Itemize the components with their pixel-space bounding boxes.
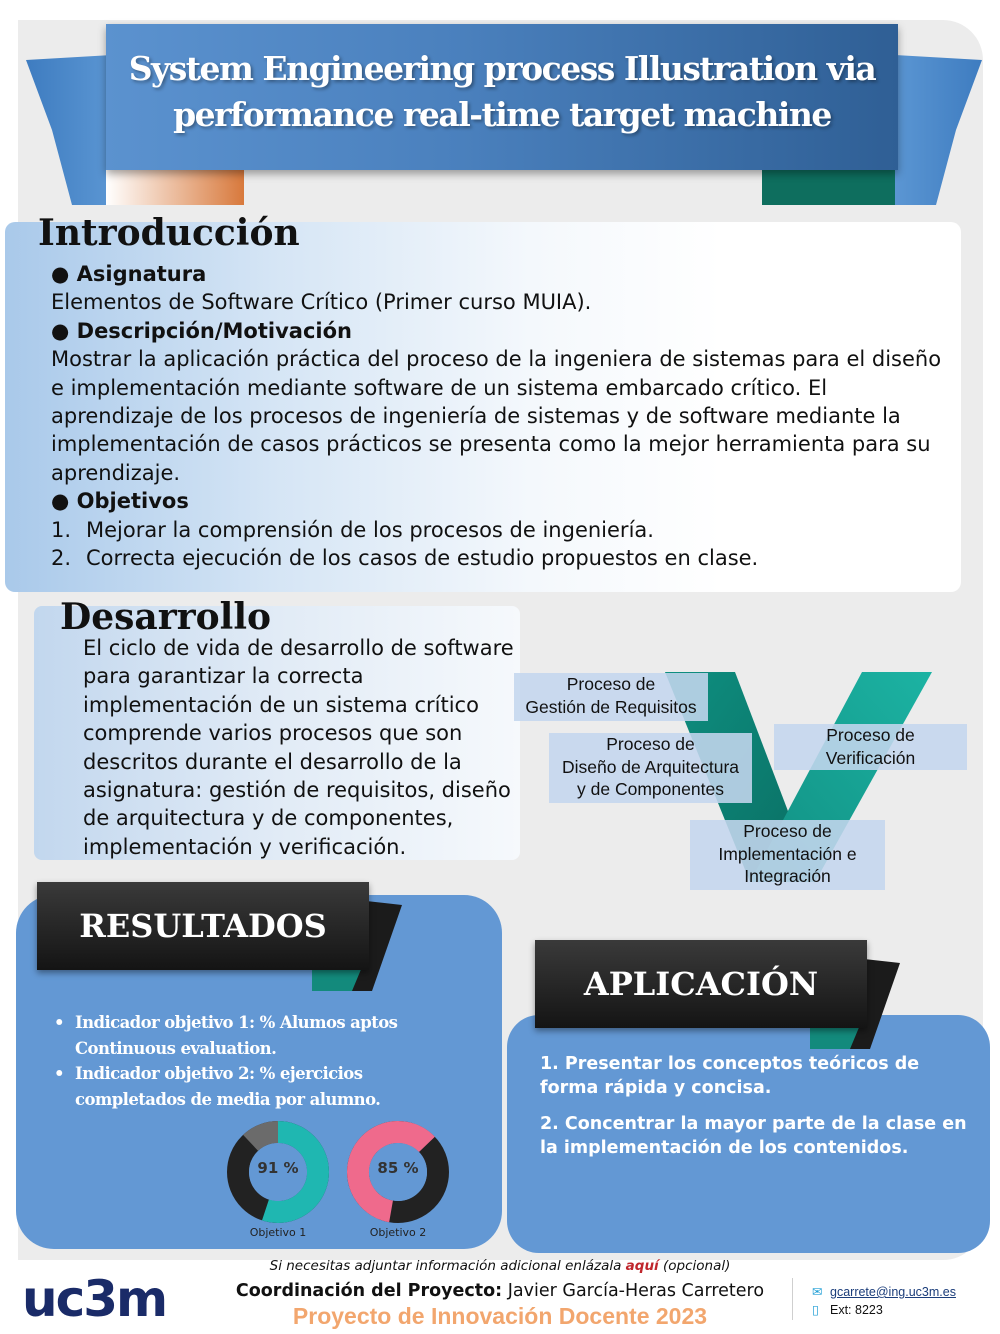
email-text[interactable]: gcarrete@ing.uc3m.es	[830, 1285, 956, 1299]
objetivo-text: Correcta ejecución de los casos de estudio propuestos en clase.	[86, 546, 759, 571]
donut-caption-1: Objetivo 1	[249, 1226, 307, 1239]
intro-body	[51, 260, 951, 572]
descripcion-label: ● Descripción/Motivación	[51, 318, 352, 343]
v-label-line: Proceso de	[566, 674, 656, 694]
title-banner	[106, 24, 898, 170]
objetivos-label: ● Objetivos	[51, 489, 189, 514]
resultados-list	[54, 1010, 474, 1112]
donut-caption-2: Objetivo 2	[369, 1226, 427, 1239]
v-label-line: Integración	[744, 866, 831, 886]
poster-title-line2: performance real-time target machine	[173, 95, 831, 134]
aplicacion-item: 2. Concentrar la mayor parte de la clase en la implementación de los contenidos.	[540, 1114, 967, 1158]
intro-heading: Introducción	[38, 212, 300, 254]
resultados-item-line: Continuous evaluation.	[75, 1038, 277, 1058]
aplicacion-heading: APLICACIÓN	[583, 965, 819, 1003]
v-label-line: Gestión de Requisitos	[525, 696, 697, 717]
v-label-verificacion	[774, 724, 967, 770]
resultados-item-line: completados de media por alumno.	[75, 1089, 381, 1109]
aplicacion-header	[535, 940, 867, 1028]
poster-title-line1: System Engineering process Illustration via	[128, 49, 876, 88]
contact-ext	[812, 1302, 883, 1317]
v-label-arquitectura	[549, 733, 752, 803]
aplicacion-item: 1. Presentar los conceptos teóricos de forma rápida y concisa.	[540, 1054, 920, 1098]
footer-divider	[792, 1278, 793, 1320]
resultados-header	[37, 882, 369, 970]
contact-email[interactable]	[812, 1284, 956, 1299]
v-label-line: Proceso de	[826, 725, 915, 745]
desarrollo-heading: Desarrollo	[60, 596, 272, 638]
footer-note-text: (opcional)	[658, 1258, 731, 1274]
asignatura-text: Elementos de Software Crítico (Primer curso MUIA).	[51, 290, 592, 315]
footer-note-link[interactable]: aquí	[625, 1258, 659, 1274]
desarrollo-text: El ciclo de vida de desarrollo de software para garantizar la correcta implementación de un sistema crítico comprende varios procesos que son descritos durante el desarrollo de la asignatura: gestión de requisitos, diseño de arquitectura y de componentes, implementación y verificación.	[83, 636, 514, 859]
ext-text: Ext: 8223	[830, 1303, 883, 1317]
v-label-line: Diseño de Arquitectura	[561, 756, 740, 777]
resultados-item-line: Indicador objetivo 1: % Alumos aptos	[75, 1013, 398, 1032]
uc3m-logo: uc3m	[22, 1270, 167, 1328]
footer-note-text: Si necesitas adjuntar información adicional enlázala	[269, 1258, 626, 1274]
coordination-label: Coordinación del Proyecto:	[235, 1281, 503, 1301]
resultados-item	[54, 1061, 474, 1112]
bullet: •	[54, 1013, 64, 1032]
objetivo-text: Mejorar la comprensión de los procesos de ingeniería.	[86, 517, 654, 542]
v-label-line: Implementación e	[718, 843, 857, 864]
aplicacion-list	[540, 1052, 970, 1172]
objetivo-number: 2.	[51, 546, 72, 571]
resultados-item-line: Indicador objetivo 2: % ejercicios	[75, 1064, 363, 1083]
poster-title	[106, 46, 898, 138]
v-label-line: Verificación	[825, 747, 916, 768]
v-label-line: y de Componentes	[577, 779, 724, 799]
resultados-item	[54, 1010, 474, 1061]
phone-icon: ▯	[812, 1303, 819, 1317]
objetivo-item	[51, 544, 951, 572]
v-label-implementacion	[690, 820, 885, 890]
v-label-line: Proceso de	[606, 734, 695, 754]
objetivo-number: 1.	[51, 517, 72, 542]
footer-note	[0, 1258, 1000, 1274]
footer-project: Proyecto de Innovación Docente 2023	[292, 1303, 708, 1329]
v-label-line: Proceso de	[743, 821, 832, 841]
bullet: •	[54, 1064, 64, 1083]
email-icon: ✉	[812, 1285, 823, 1299]
resultados-heading: RESULTADOS	[79, 907, 327, 945]
asignatura-label: ● Asignatura	[51, 262, 207, 286]
coordination-name: Javier García-Heras Carretero	[502, 1281, 765, 1301]
donut-value-2: 85 %	[377, 1159, 419, 1177]
donut-value-1: 91 %	[257, 1159, 299, 1177]
descripcion-text: Mostrar la aplicación práctica del proceso de la ingeniera de sistemas para el diseño e implementación mediante software de un sistema embarcado crítico. El aprendizaje de los procesos de ingeniería de sistemas y de software mediante la implementación de casos prácticos se presenta como la mejor herramienta para su aprendizaje.	[51, 347, 942, 485]
objetivo-item	[51, 516, 951, 544]
v-label-requisitos	[514, 673, 708, 721]
